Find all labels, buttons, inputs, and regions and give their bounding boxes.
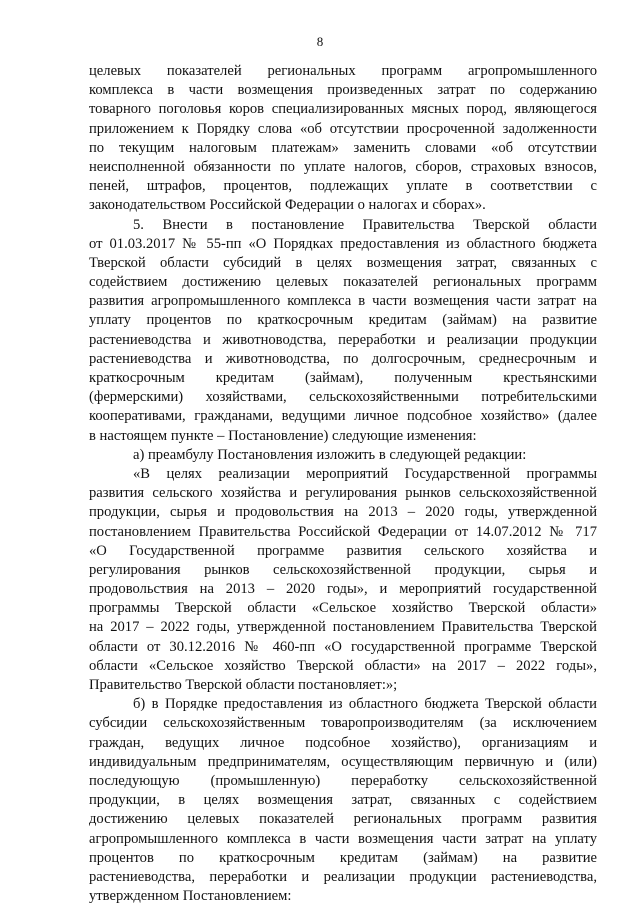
text-line: процентов по краткосрочным кредитам (займам) на развитие <box>89 849 597 866</box>
text-line: развития агропромышленного комплекса в части возмещения части затрат на <box>89 293 597 310</box>
text-line: на 2017 – 2022 годы, утвержденной постановлением Правительства Тверской <box>89 619 597 636</box>
text-line: (фермерскими) хозяйствами, сельскохозяйственными потребительскими <box>89 389 597 406</box>
text-line: агропромышленного комплекса в части возмещения части затрат на уплату <box>89 830 597 847</box>
text-line: от 01.03.2017 № 55-пп «О Порядках предоставления из областного бюджета <box>89 235 597 252</box>
text-line: постановлением Правительства Российской Федерации от 14.07.2012 № 717 <box>89 523 597 540</box>
page-number: 8 <box>316 34 324 49</box>
text-line: регулирования рынков сельскохозяйственной продукции, сырья и <box>89 561 597 578</box>
text-line: растениеводства и животноводства, по долгосрочным, среднесрочным и <box>89 350 597 367</box>
text-line: законодательством Российской Федерации о налогах и сборах». <box>89 197 486 214</box>
text-line: уплату процентов по краткосрочным кредитам (займам) на развитие <box>89 312 597 329</box>
text-line: в настоящем пункте – Постановление) следующие изменения: <box>89 427 477 444</box>
text-line: растениеводства и животноводства, переработки и реализации продукции <box>89 331 597 348</box>
text-line: субсидии сельскохозяйственным товаропроизводителям (за исключением <box>89 715 597 732</box>
text-line: области «Сельское хозяйство Тверской области» на 2017 – 2022 годы», <box>89 657 597 674</box>
text-line: по текущим налоговым платежам» заменить словами «об отсутствии <box>89 139 597 156</box>
text-line: приложением к Порядку слова «об отсутствии просроченной задолженности <box>89 120 597 137</box>
text-line: пеней, штрафов, процентов, подлежащих уплате в соответствии с <box>89 178 597 195</box>
text-line: 5. Внести в постановление Правительства Тверской области <box>133 216 597 233</box>
text-line: достижению целевых показателей региональных программ развития <box>89 811 597 828</box>
text-line: индивидуальным предпринимателям, осуществляющим первичную и (или) <box>89 753 597 770</box>
text-line: а) преамбулу Постановления изложить в следующей редакции: <box>133 446 527 463</box>
text-line: «О Государственной программе развития сельского хозяйства и <box>89 542 597 559</box>
text-line: комплекса в части возмещения произведенных затрат по содержанию <box>89 82 597 99</box>
text-line: б) в Порядке предоставления из областного бюджета Тверской области <box>133 696 597 713</box>
text-line: Правительство Тверской области постановляет:»; <box>89 677 398 693</box>
document-body <box>89 62 597 906</box>
text-line: целевых показателей региональных программ агропромышленного <box>89 63 597 79</box>
text-line: продовольствия на 2013 – 2020 годы», и мероприятий государственной <box>89 581 597 598</box>
text-line: продукции, сырья и продовольствия на 2013 – 2020 годы, утвержденной <box>89 504 597 521</box>
text-line: Тверской области субсидий в целях возмещения затрат, связанных с <box>89 254 597 271</box>
text-line: неисполненной обязанности по уплате налогов, сборов, страховых взносов, <box>89 158 597 175</box>
text-line: растениеводства, переработки и реализации продукции растениеводства, <box>89 868 597 885</box>
text-line: программы Тверской области «Сельское хозяйство Тверской области» <box>89 600 597 617</box>
text-line: содействием достижению целевых показателей региональных программ <box>89 274 597 291</box>
text-line: развития сельского хозяйства и регулирования рынков сельскохозяйственной <box>89 485 597 502</box>
text-line: кооперативами, гражданами, ведущими личное подсобное хозяйство» (далее <box>89 408 597 425</box>
text-line: «В целях реализации мероприятий Государственной программы <box>133 465 597 482</box>
text-line: утвержденном Постановлением: <box>89 888 292 905</box>
text-line: последующую (промышленную) переработку сельскохозяйственной <box>89 772 597 789</box>
text-line: граждан, ведущих личное подсобное хозяйство), организациям и <box>89 734 597 751</box>
text-line: краткосрочным кредитам (займам), полученным крестьянскими <box>89 370 597 386</box>
text-line: товарного поголовья коров специализированных мясных пород, являющегося <box>89 101 597 118</box>
text-line: продукции, в целях возмещения затрат, связанных с содействием <box>89 792 597 809</box>
text-line: области от 30.12.2016 № 460-пп «О государственной программе Тверской <box>89 638 597 655</box>
